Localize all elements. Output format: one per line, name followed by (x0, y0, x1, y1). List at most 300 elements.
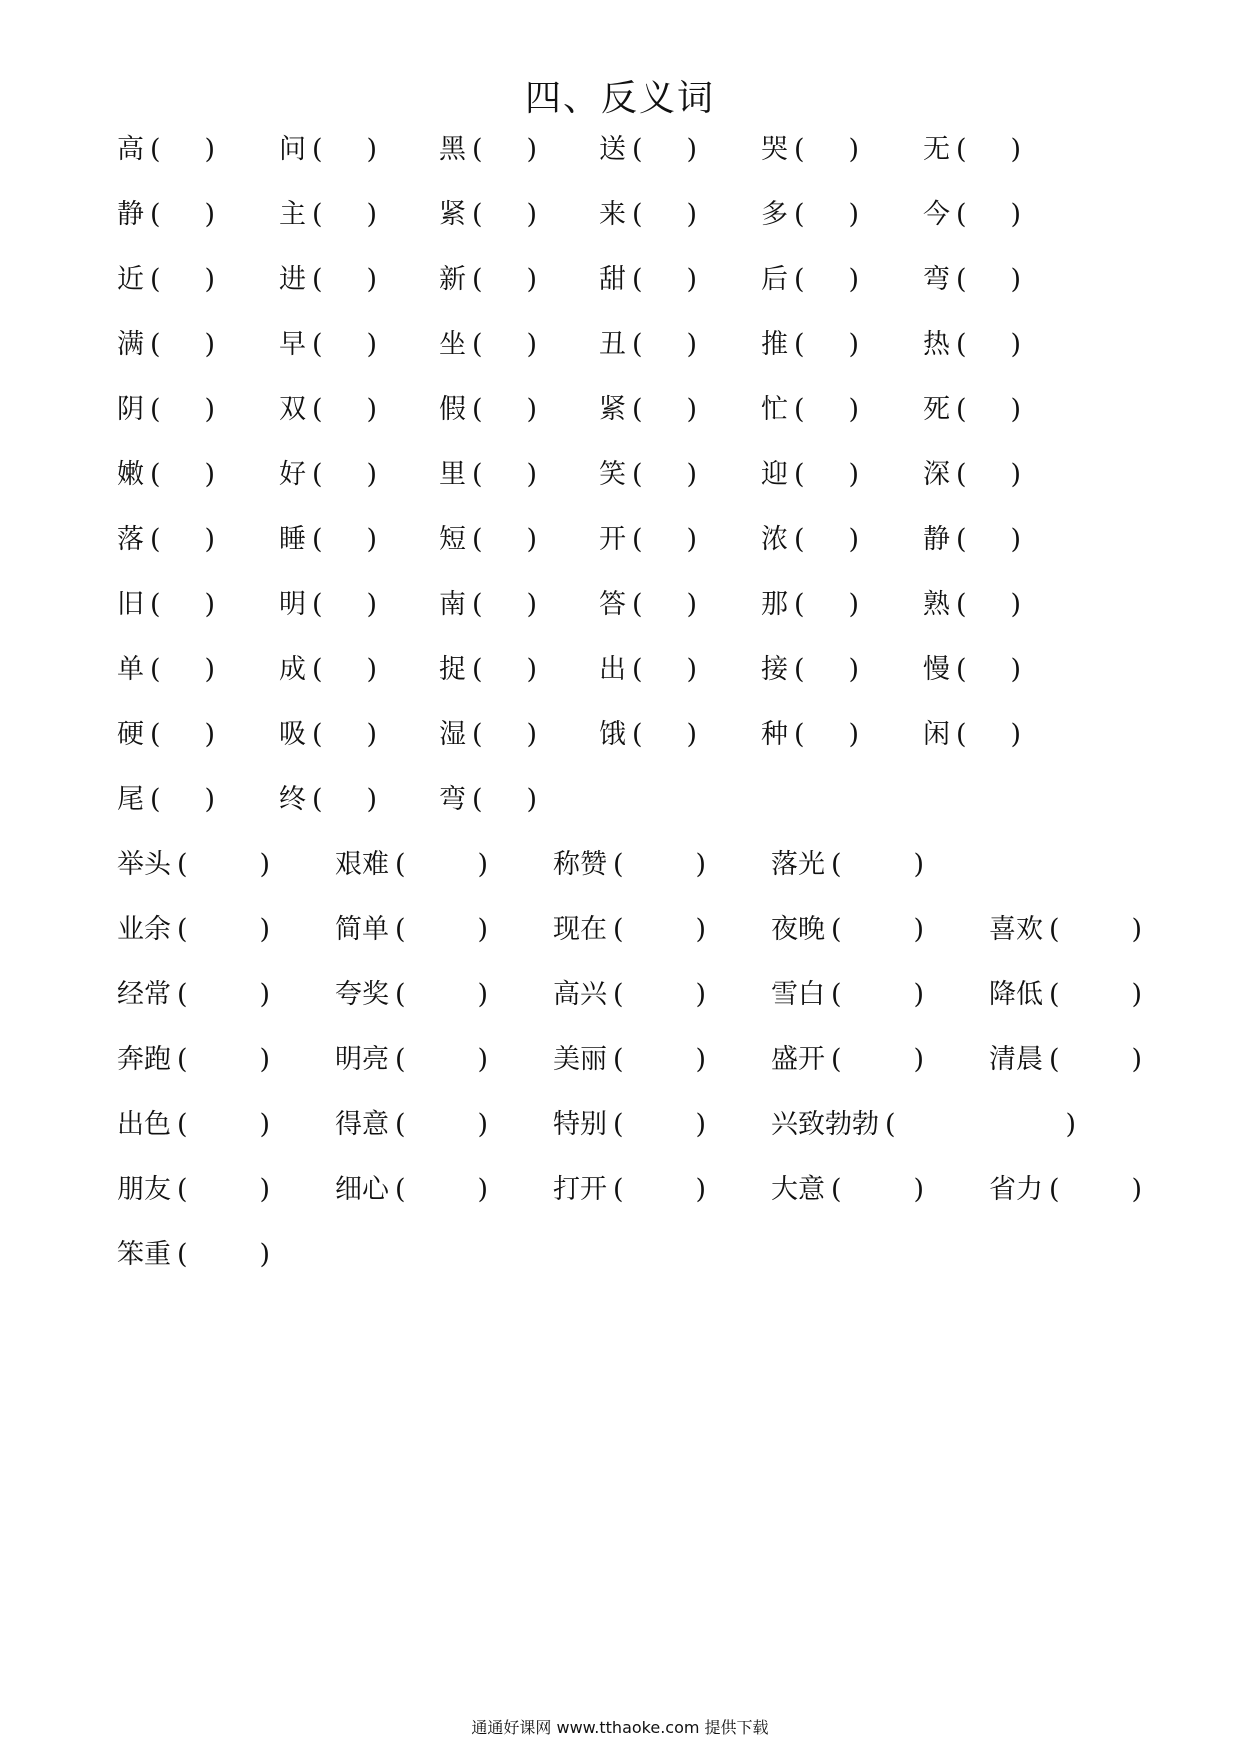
word: 高兴 (553, 979, 607, 1010)
antonym-item (279, 327, 377, 363)
antonym-item (335, 912, 488, 948)
word: 阴 (117, 394, 144, 425)
antonym-item (117, 1107, 270, 1143)
paren-open: ( (472, 654, 483, 685)
paren-close: ) (848, 394, 860, 425)
paren-open: ( (150, 589, 161, 620)
word: 硬 (117, 719, 144, 750)
paren-open: ( (395, 849, 406, 880)
paren-close: ) (204, 199, 216, 230)
paren-open: ( (794, 199, 805, 230)
paren-open: ( (632, 524, 643, 555)
word: 业余 (117, 914, 171, 945)
antonym-item (761, 587, 859, 623)
antonym-item (989, 977, 1142, 1013)
paren-open: ( (956, 264, 967, 295)
word: 黑 (439, 134, 466, 165)
paren-open: ( (794, 524, 805, 555)
antonym-item (599, 392, 697, 428)
paren-open: ( (472, 329, 483, 360)
page-title: 四、反义词 (524, 78, 715, 119)
paren-close: ) (695, 849, 707, 880)
paren-close: ) (848, 524, 860, 555)
paren-close: ) (1065, 1109, 1077, 1140)
word: 降低 (989, 979, 1043, 1010)
footer-credit: 通通好课网 www.tthaoke.com 提供下载 (471, 1718, 769, 1737)
paren-open: ( (956, 459, 967, 490)
paren-close: ) (695, 1174, 707, 1205)
paren-close: ) (526, 264, 538, 295)
paren-close: ) (366, 329, 378, 360)
paren-open: ( (177, 1239, 188, 1270)
antonym-item (553, 1042, 706, 1078)
word: 无 (923, 134, 950, 165)
paren-open: ( (632, 394, 643, 425)
paren-open: ( (632, 329, 643, 360)
antonym-item (117, 197, 215, 233)
paren-close: ) (848, 654, 860, 685)
antonym-item (923, 197, 1021, 233)
paren-close: ) (366, 134, 378, 165)
antonym-item (279, 132, 377, 168)
word: 细心 (335, 1174, 389, 1205)
word: 省力 (989, 1174, 1043, 1205)
word: 今 (923, 199, 950, 230)
paren-open: ( (632, 589, 643, 620)
word: 捉 (439, 654, 466, 685)
word: 哭 (761, 134, 788, 165)
paren-open: ( (150, 524, 161, 555)
word: 出 (599, 654, 626, 685)
paren-close: ) (204, 654, 216, 685)
paren-open: ( (472, 524, 483, 555)
antonym-item (761, 132, 859, 168)
paren-open: ( (395, 1109, 406, 1140)
paren-open: ( (794, 589, 805, 620)
paren-close: ) (204, 719, 216, 750)
paren-open: ( (150, 719, 161, 750)
word: 特别 (553, 1109, 607, 1140)
paren-open: ( (632, 134, 643, 165)
paren-close: ) (526, 199, 538, 230)
paren-close: ) (1131, 979, 1143, 1010)
paren-open: ( (150, 329, 161, 360)
antonym-item (923, 262, 1021, 298)
word: 闲 (923, 719, 950, 750)
word: 兴致勃勃 (771, 1109, 879, 1140)
paren-open: ( (794, 329, 805, 360)
paren-close: ) (686, 654, 698, 685)
paren-open: ( (312, 264, 323, 295)
word: 吸 (279, 719, 306, 750)
paren-close: ) (913, 1044, 925, 1075)
paren-close: ) (1010, 654, 1022, 685)
antonym-item (439, 132, 537, 168)
paren-close: ) (1010, 199, 1022, 230)
word: 明亮 (335, 1044, 389, 1075)
word: 高 (117, 134, 144, 165)
paren-close: ) (695, 914, 707, 945)
paren-close: ) (1010, 589, 1022, 620)
antonym-item (117, 782, 215, 818)
antonym-item (117, 717, 215, 753)
word: 送 (599, 134, 626, 165)
paren-close: ) (913, 849, 925, 880)
word: 成 (279, 654, 306, 685)
paren-close: ) (695, 1109, 707, 1140)
word: 落 (117, 524, 144, 555)
paren-open: ( (956, 654, 967, 685)
word: 夸奖 (335, 979, 389, 1010)
paren-open: ( (395, 979, 406, 1010)
paren-open: ( (632, 654, 643, 685)
paren-close: ) (686, 589, 698, 620)
paren-open: ( (150, 199, 161, 230)
word: 丑 (599, 329, 626, 360)
paren-open: ( (1049, 1044, 1060, 1075)
word: 南 (439, 589, 466, 620)
antonym-item (439, 587, 537, 623)
paren-close: ) (366, 784, 378, 815)
paren-close: ) (686, 264, 698, 295)
antonym-item (923, 132, 1021, 168)
antonym-item (761, 327, 859, 363)
antonym-item (279, 782, 377, 818)
antonym-item (761, 197, 859, 233)
word: 满 (117, 329, 144, 360)
paren-open: ( (1049, 1174, 1060, 1205)
paren-close: ) (1131, 914, 1143, 945)
antonym-item (117, 1172, 270, 1208)
word: 笨重 (117, 1239, 171, 1270)
word: 打开 (553, 1174, 607, 1205)
word: 里 (439, 459, 466, 490)
paren-close: ) (1010, 719, 1022, 750)
word: 出色 (117, 1109, 171, 1140)
word: 新 (439, 264, 466, 295)
antonym-item (553, 912, 706, 948)
antonym-item (761, 717, 859, 753)
paren-open: ( (472, 134, 483, 165)
paren-open: ( (312, 134, 323, 165)
antonym-item (553, 847, 706, 883)
antonym-item (279, 262, 377, 298)
paren-close: ) (686, 459, 698, 490)
antonym-item (439, 327, 537, 363)
word: 笑 (599, 459, 626, 490)
paren-open: ( (312, 719, 323, 750)
paren-close: ) (259, 1174, 271, 1205)
antonym-item (279, 522, 377, 558)
paren-open: ( (177, 914, 188, 945)
paren-open: ( (831, 914, 842, 945)
paren-open: ( (956, 329, 967, 360)
paren-close: ) (848, 329, 860, 360)
antonym-item (117, 132, 215, 168)
paren-close: ) (1010, 329, 1022, 360)
paren-open: ( (632, 719, 643, 750)
paren-open: ( (794, 394, 805, 425)
paren-close: ) (259, 849, 271, 880)
paren-close: ) (204, 329, 216, 360)
paren-open: ( (150, 134, 161, 165)
antonym-item (599, 457, 697, 493)
word: 假 (439, 394, 466, 425)
antonym-item (599, 717, 697, 753)
antonym-item (439, 652, 537, 688)
antonym-item (335, 847, 488, 883)
antonym-item (989, 1172, 1142, 1208)
antonym-item (553, 1172, 706, 1208)
antonym-item (923, 327, 1021, 363)
word: 美丽 (553, 1044, 607, 1075)
word: 慢 (923, 654, 950, 685)
paren-close: ) (477, 914, 489, 945)
word: 推 (761, 329, 788, 360)
antonym-item (439, 522, 537, 558)
paren-open: ( (472, 264, 483, 295)
paren-open: ( (632, 459, 643, 490)
paren-close: ) (477, 1174, 489, 1205)
paren-close: ) (1010, 264, 1022, 295)
paren-open: ( (613, 1109, 624, 1140)
paren-close: ) (686, 719, 698, 750)
paren-close: ) (526, 719, 538, 750)
paren-open: ( (831, 1044, 842, 1075)
paren-open: ( (632, 199, 643, 230)
paren-close: ) (848, 199, 860, 230)
paren-open: ( (177, 1044, 188, 1075)
paren-open: ( (956, 719, 967, 750)
paren-close: ) (366, 264, 378, 295)
antonym-item (335, 1107, 488, 1143)
paren-close: ) (526, 394, 538, 425)
antonym-item (117, 912, 270, 948)
paren-close: ) (526, 329, 538, 360)
word: 后 (761, 264, 788, 295)
antonym-item (279, 587, 377, 623)
paren-open: ( (312, 589, 323, 620)
paren-close: ) (848, 264, 860, 295)
paren-close: ) (259, 1109, 271, 1140)
antonym-item (599, 522, 697, 558)
antonym-item (553, 1107, 706, 1143)
paren-close: ) (686, 199, 698, 230)
antonym-item (439, 197, 537, 233)
paren-close: ) (695, 1044, 707, 1075)
word: 早 (279, 329, 306, 360)
word: 艰难 (335, 849, 389, 880)
word: 坐 (439, 329, 466, 360)
word: 称赞 (553, 849, 607, 880)
paren-open: ( (472, 589, 483, 620)
antonym-item (599, 587, 697, 623)
word: 忙 (761, 394, 788, 425)
paren-close: ) (526, 134, 538, 165)
antonym-item (439, 717, 537, 753)
antonym-item (923, 652, 1021, 688)
antonym-item (335, 977, 488, 1013)
word: 朋友 (117, 1174, 171, 1205)
paren-open: ( (177, 1109, 188, 1140)
antonym-item (117, 327, 215, 363)
antonym-item (279, 717, 377, 753)
word: 喜欢 (989, 914, 1043, 945)
paren-close: ) (686, 524, 698, 555)
word: 盛开 (771, 1044, 825, 1075)
paren-open: ( (395, 1174, 406, 1205)
paren-open: ( (312, 459, 323, 490)
paren-close: ) (366, 459, 378, 490)
paren-close: ) (526, 524, 538, 555)
paren-open: ( (312, 329, 323, 360)
paren-close: ) (366, 589, 378, 620)
word: 奔跑 (117, 1044, 171, 1075)
paren-close: ) (366, 394, 378, 425)
paren-close: ) (366, 199, 378, 230)
paren-close: ) (913, 979, 925, 1010)
paren-close: ) (366, 654, 378, 685)
paren-open: ( (794, 654, 805, 685)
antonym-item (279, 457, 377, 493)
antonym-item (771, 912, 924, 948)
paren-close: ) (477, 1109, 489, 1140)
paren-open: ( (794, 134, 805, 165)
word: 短 (439, 524, 466, 555)
antonym-item (117, 1237, 270, 1273)
paren-close: ) (204, 784, 216, 815)
paren-open: ( (472, 784, 483, 815)
antonym-item (923, 457, 1021, 493)
word: 弯 (923, 264, 950, 295)
paren-close: ) (366, 524, 378, 555)
antonym-item (117, 977, 270, 1013)
word: 甜 (599, 264, 626, 295)
paren-close: ) (686, 134, 698, 165)
paren-open: ( (395, 914, 406, 945)
word: 迎 (761, 459, 788, 490)
word: 夜晚 (771, 914, 825, 945)
antonym-item (771, 977, 924, 1013)
paren-close: ) (204, 459, 216, 490)
word: 问 (279, 134, 306, 165)
paren-open: ( (1049, 979, 1060, 1010)
antonym-item (771, 1042, 924, 1078)
word: 嫩 (117, 459, 144, 490)
paren-close: ) (848, 719, 860, 750)
word: 单 (117, 654, 144, 685)
antonym-item (989, 1042, 1142, 1078)
paren-close: ) (259, 914, 271, 945)
word: 开 (599, 524, 626, 555)
paren-open: ( (613, 1174, 624, 1205)
word: 大意 (771, 1174, 825, 1205)
paren-open: ( (312, 394, 323, 425)
antonym-item (439, 782, 537, 818)
paren-open: ( (613, 914, 624, 945)
paren-open: ( (956, 134, 967, 165)
paren-open: ( (472, 719, 483, 750)
word: 紧 (439, 199, 466, 230)
paren-open: ( (150, 784, 161, 815)
paren-close: ) (526, 589, 538, 620)
word: 简单 (335, 914, 389, 945)
word: 那 (761, 589, 788, 620)
paren-close: ) (1131, 1044, 1143, 1075)
word: 尾 (117, 784, 144, 815)
antonym-item (599, 197, 697, 233)
paren-open: ( (150, 264, 161, 295)
paren-close: ) (1010, 134, 1022, 165)
paren-open: ( (831, 979, 842, 1010)
paren-close: ) (477, 849, 489, 880)
paren-close: ) (204, 264, 216, 295)
paren-close: ) (686, 329, 698, 360)
word: 死 (923, 394, 950, 425)
paren-open: ( (472, 199, 483, 230)
word: 雪白 (771, 979, 825, 1010)
antonym-item (761, 522, 859, 558)
antonym-item (279, 652, 377, 688)
paren-close: ) (204, 524, 216, 555)
word: 主 (279, 199, 306, 230)
word: 湿 (439, 719, 466, 750)
word: 现在 (553, 914, 607, 945)
paren-close: ) (477, 1044, 489, 1075)
antonym-item (117, 522, 215, 558)
paren-open: ( (312, 199, 323, 230)
antonym-item (439, 262, 537, 298)
antonym-item (761, 262, 859, 298)
word: 多 (761, 199, 788, 230)
antonym-item (599, 327, 697, 363)
paren-close: ) (848, 134, 860, 165)
paren-close: ) (913, 914, 925, 945)
antonym-item (117, 457, 215, 493)
paren-open: ( (150, 459, 161, 490)
antonym-item (117, 847, 270, 883)
paren-open: ( (794, 264, 805, 295)
word: 种 (761, 719, 788, 750)
word: 好 (279, 459, 306, 490)
paren-open: ( (312, 654, 323, 685)
word: 浓 (761, 524, 788, 555)
antonym-item (771, 1172, 924, 1208)
antonym-item (761, 392, 859, 428)
antonym-item (117, 262, 215, 298)
paren-close: ) (1010, 459, 1022, 490)
antonym-item (279, 197, 377, 233)
paren-open: ( (956, 524, 967, 555)
antonym-item (989, 912, 1142, 948)
paren-open: ( (150, 654, 161, 685)
antonym-item (761, 457, 859, 493)
paren-close: ) (848, 459, 860, 490)
paren-close: ) (848, 589, 860, 620)
paren-open: ( (613, 849, 624, 880)
antonym-item (599, 652, 697, 688)
paren-open: ( (312, 524, 323, 555)
word: 热 (923, 329, 950, 360)
paren-open: ( (632, 264, 643, 295)
antonym-item (335, 1172, 488, 1208)
antonym-item (335, 1042, 488, 1078)
paren-close: ) (259, 1239, 271, 1270)
paren-close: ) (259, 979, 271, 1010)
word: 静 (117, 199, 144, 230)
paren-open: ( (794, 719, 805, 750)
paren-close: ) (686, 394, 698, 425)
